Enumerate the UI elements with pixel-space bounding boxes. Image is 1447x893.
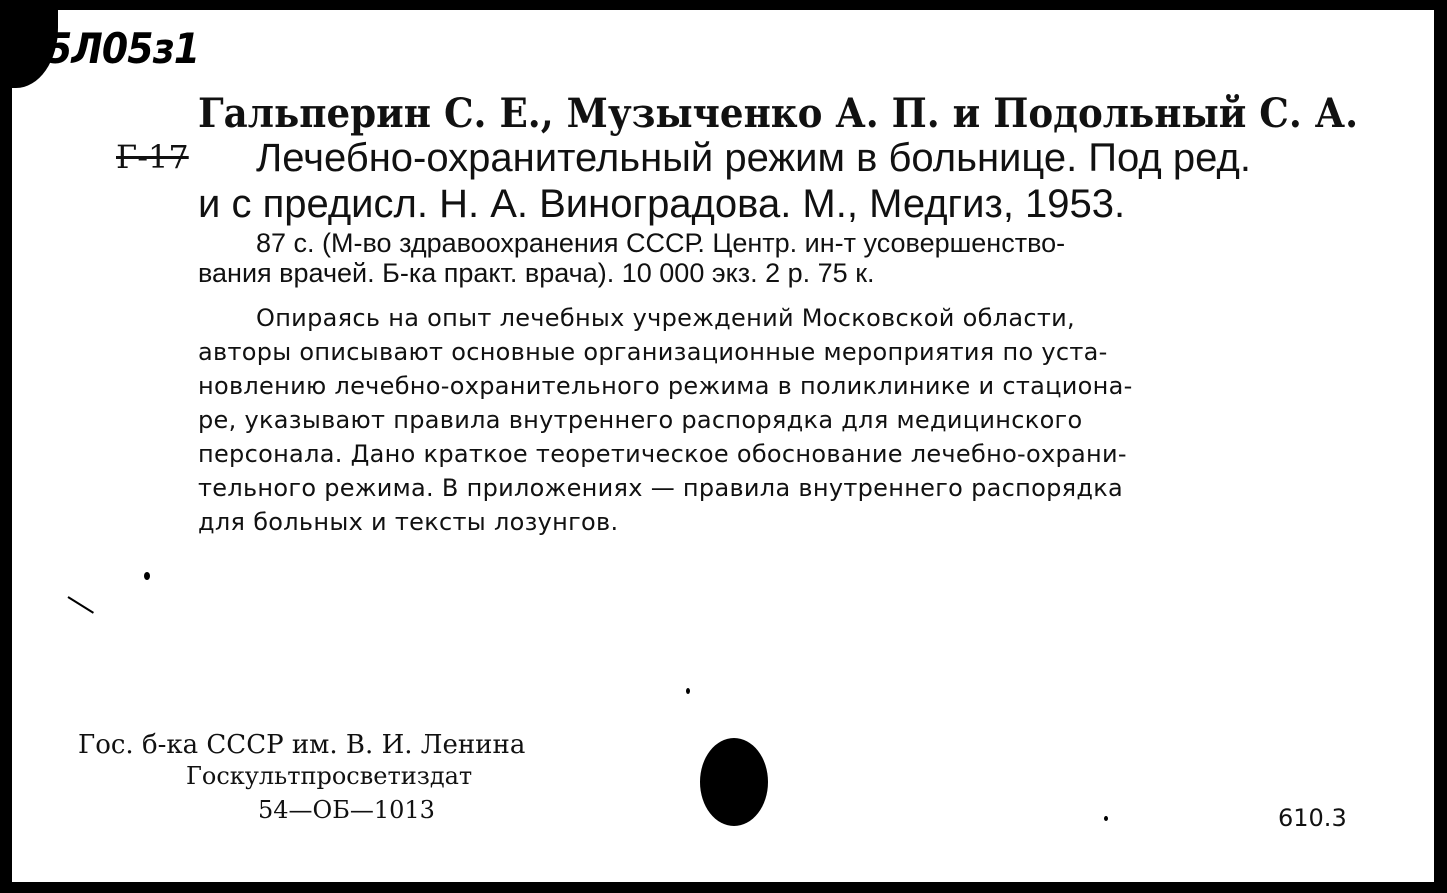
annotation-line: ре, указывают правила внутреннего распорядка для медицинского [198,406,1083,434]
order-number: 54—ОБ—1013 [258,796,435,824]
authors-heading: Гальперин С. Е., Музыченко А. П. и Подольный С. А. [198,90,1359,137]
annotation-line: для больных и тексты лозунгов. [198,508,619,536]
ink-speck [686,688,690,694]
library-line: Гос. б-ка СССР им. В. И. Ленина [78,730,526,760]
ink-scratch [67,596,94,614]
collation-line: 87 с. (М-во здравоохранения СССР. Центр. ин-т усовершенство- [256,228,1066,258]
annotation-line: Опираясь на опыт лечебных учреждений Московской области, [256,304,1075,332]
ink-speck [144,572,150,580]
annotation-line: авторы описывают основные организационные мероприятия по уста- [198,338,1108,366]
annotation-line: новлению лечебно-охранительного режима в поликлинике и стациона- [198,372,1133,400]
title-line: Лечебно-охранительный режим в больнице. Под ред. [256,136,1251,180]
shelfmark: Г-17 [116,138,189,176]
udc-code: 610.3 [1278,804,1347,832]
annotation-line: персонала. Дано краткое теоретическое обоснование лечебно-охрани- [198,440,1127,468]
collation-line: вания врачей. Б-ка практ. врача). 10 000 экз. 2 р. 75 к. [198,258,875,288]
punch-hole [700,738,768,826]
catalog-card [12,10,1434,882]
publisher-line: Госкультпросветиздат [186,762,473,790]
annotation-line: тельного режима. В приложениях — правила внутреннего распорядка [198,474,1124,502]
title-line: и с предисл. Н. А. Виноградова. М., Медгиз, 1953. [198,182,1126,226]
ink-speck [1104,816,1108,821]
call-number: 5Л05з1 [46,24,200,73]
